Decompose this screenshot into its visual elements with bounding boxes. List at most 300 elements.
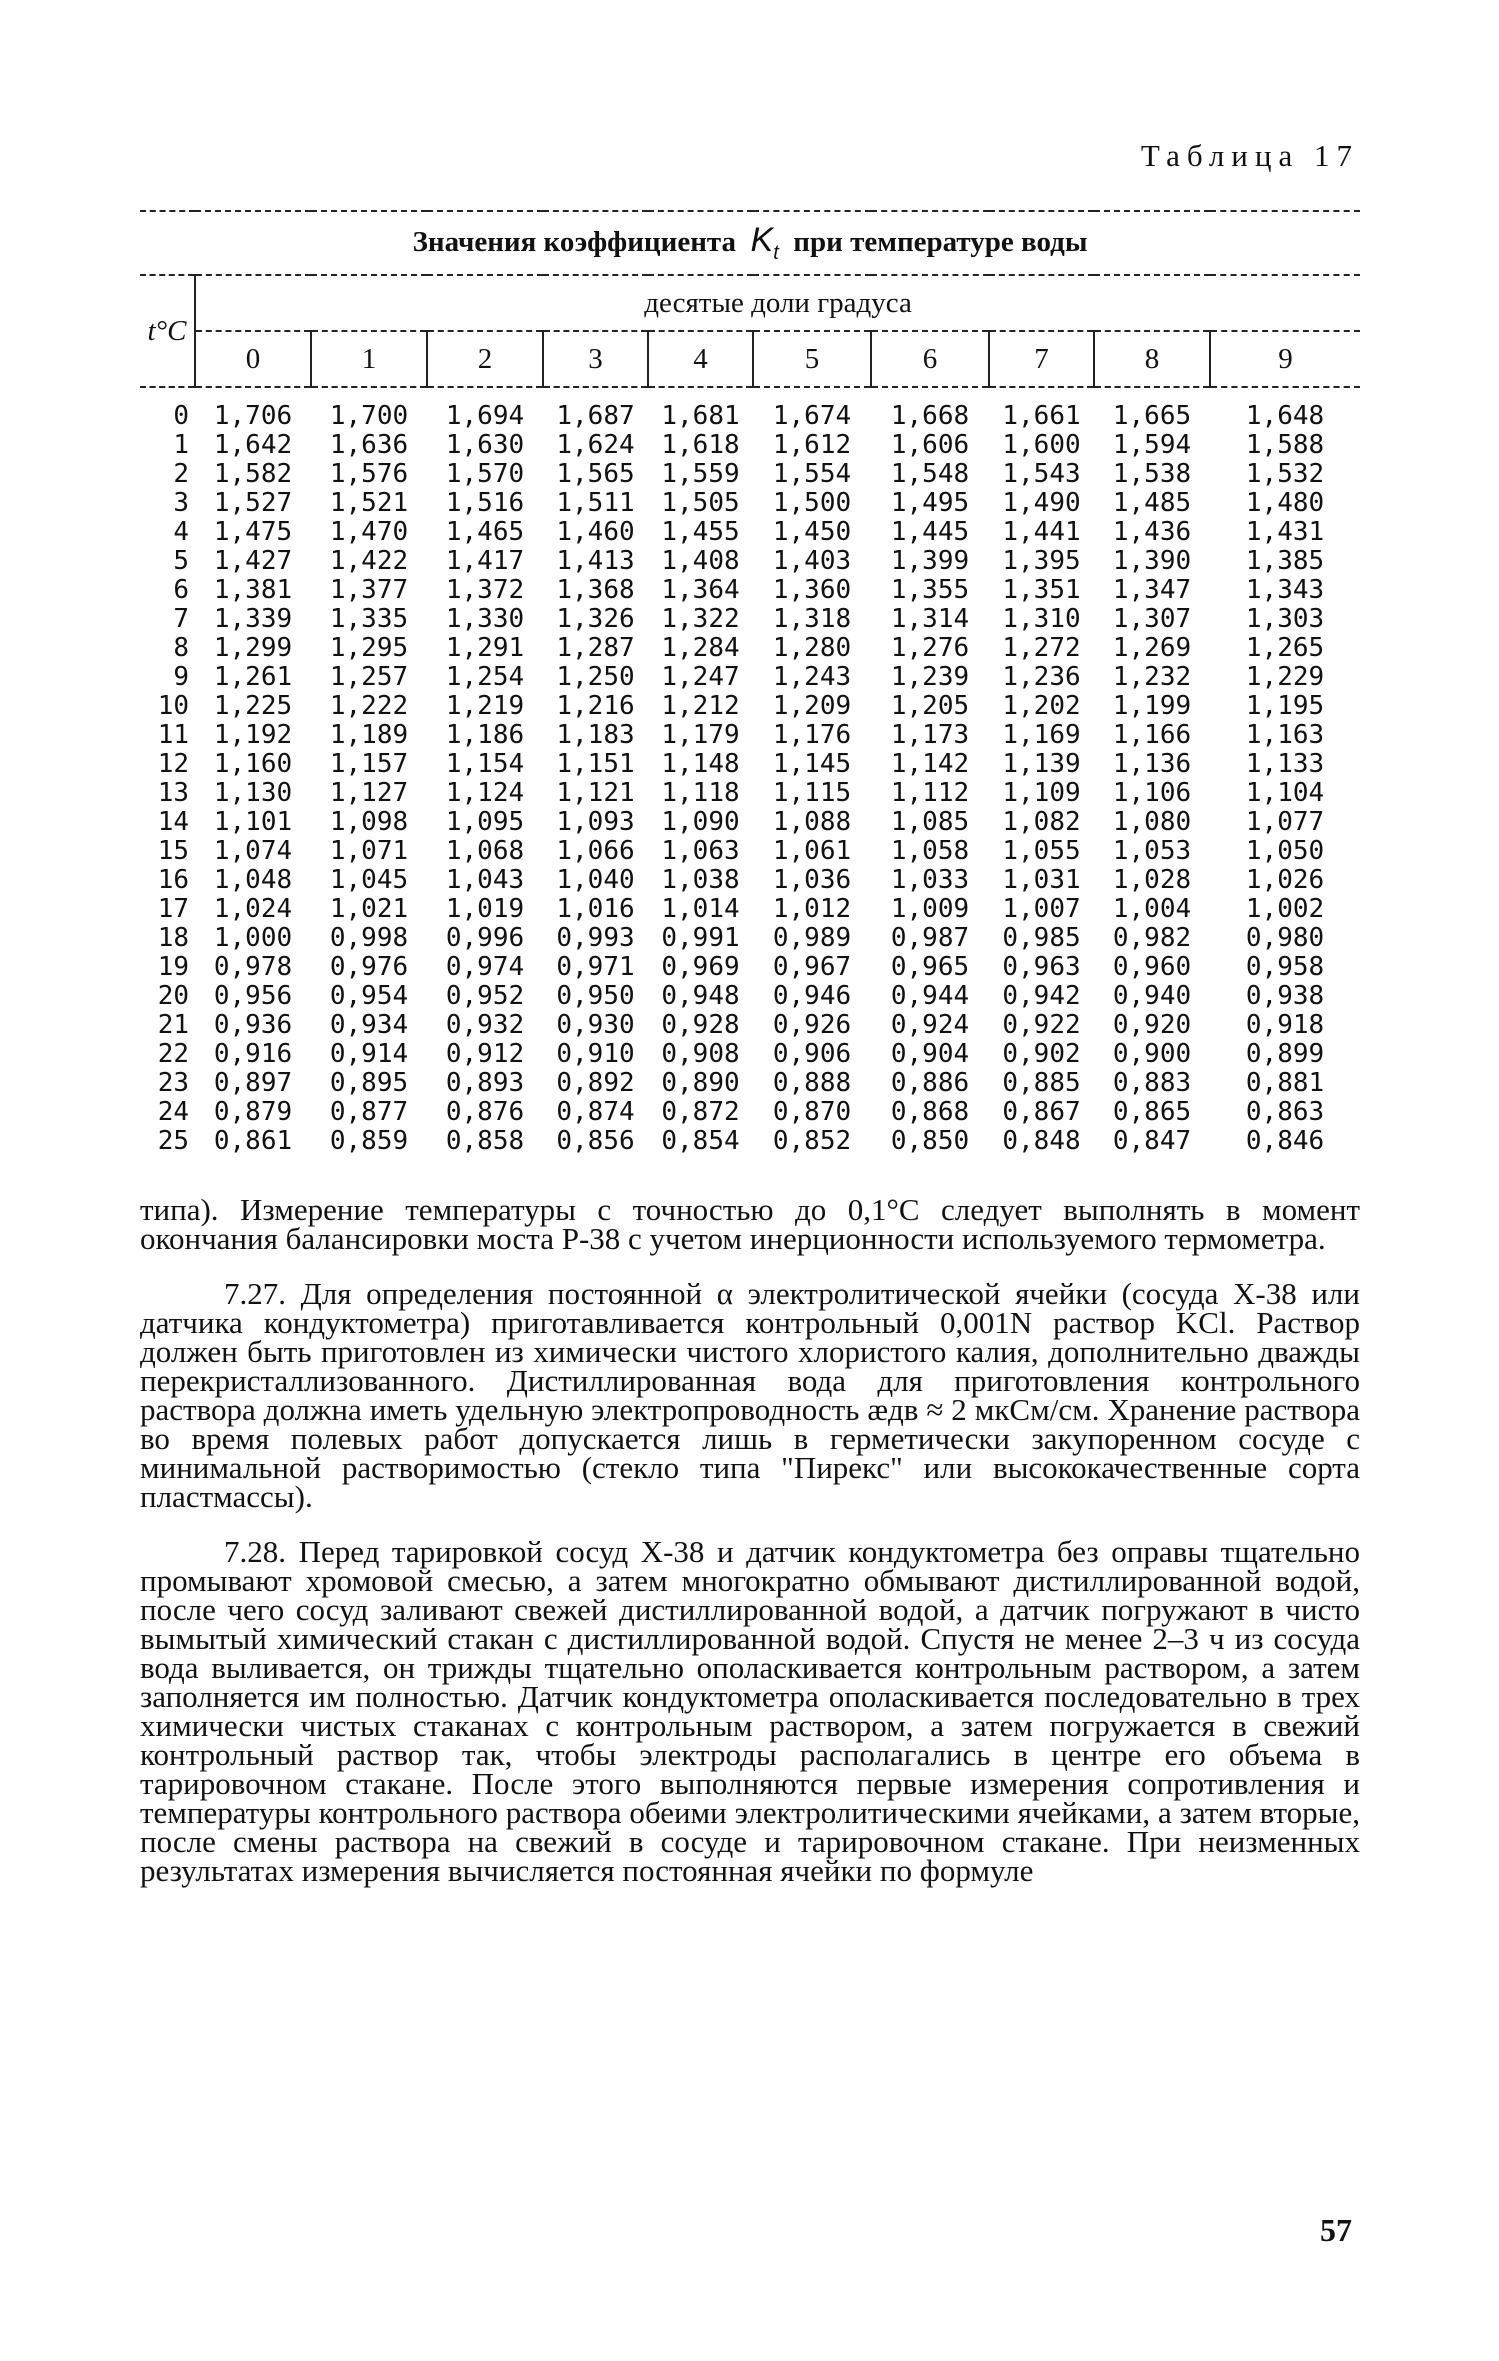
value-cell: 1,272 xyxy=(1002,633,1081,663)
value-cell: 0,944 xyxy=(890,981,970,1011)
table-row xyxy=(140,895,1360,924)
value-cell: 0,846 xyxy=(1245,1126,1325,1156)
temperature-cell: 17 xyxy=(157,894,189,924)
temperature-cell: 0 xyxy=(173,401,189,431)
table-row xyxy=(140,431,1360,460)
value-cell: 1,377 xyxy=(329,575,409,605)
value-cell: 1,269 xyxy=(1112,633,1192,663)
value-cell: 1,364 xyxy=(661,575,740,605)
value-cell: 1,254 xyxy=(445,662,525,692)
value-cell: 1,239 xyxy=(890,662,970,692)
temperature-cell: 4 xyxy=(173,517,189,547)
value-cell: 0,895 xyxy=(329,1068,409,1098)
value-cell: 0,963 xyxy=(1002,952,1081,982)
value-cell: 0,902 xyxy=(1002,1039,1081,1069)
column-header: 8 xyxy=(1094,331,1210,387)
value-cell: 1,012 xyxy=(772,894,852,924)
value-cell: 1,310 xyxy=(1002,604,1081,634)
value-cell: 1,588 xyxy=(1245,430,1325,460)
value-cell: 0,987 xyxy=(890,923,970,953)
page-number: 57 xyxy=(1320,2212,1352,2248)
value-cell: 0,888 xyxy=(772,1068,852,1098)
value-cell: 0,922 xyxy=(1002,1010,1081,1040)
value-cell: 1,385 xyxy=(1245,546,1325,576)
value-cell: 1,055 xyxy=(1002,836,1081,866)
value-cell: 1,053 xyxy=(1112,836,1192,866)
temperature-cell: 7 xyxy=(173,604,189,634)
value-cell: 1,205 xyxy=(890,691,970,721)
value-cell: 1,661 xyxy=(1002,401,1081,431)
value-cell: 1,343 xyxy=(1245,575,1325,605)
value-cell: 1,565 xyxy=(556,459,635,489)
table-row xyxy=(140,663,1360,692)
value-cell: 1,157 xyxy=(329,749,409,779)
value-cell: 1,257 xyxy=(329,662,409,692)
value-cell: 0,956 xyxy=(213,981,293,1011)
table-row xyxy=(140,692,1360,721)
value-cell: 0,872 xyxy=(661,1097,740,1127)
value-cell: 1,104 xyxy=(1245,778,1325,808)
value-cell: 0,870 xyxy=(772,1097,852,1127)
value-cell: 1,036 xyxy=(772,865,852,895)
value-cell: 1,648 xyxy=(1245,401,1325,431)
value-cell: 1,582 xyxy=(213,459,293,489)
value-cell: 0,942 xyxy=(1002,981,1081,1011)
value-cell: 0,952 xyxy=(445,981,525,1011)
coefficient-table-container xyxy=(140,210,1360,1156)
value-cell: 0,893 xyxy=(445,1068,525,1098)
value-cell: 0,858 xyxy=(445,1126,525,1156)
value-cell: 1,145 xyxy=(772,749,852,779)
column-header: 4 xyxy=(648,331,753,387)
value-cell: 1,139 xyxy=(1002,749,1081,779)
value-cell: 1,250 xyxy=(556,662,635,692)
temperature-cell: 1 xyxy=(173,430,189,460)
value-cell: 1,090 xyxy=(661,807,740,837)
value-cell: 1,372 xyxy=(445,575,525,605)
value-cell: 1,465 xyxy=(445,517,525,547)
value-cell: 1,095 xyxy=(445,807,525,837)
value-cell: 1,151 xyxy=(556,749,635,779)
temperature-cell: 3 xyxy=(173,488,189,518)
value-cell: 1,028 xyxy=(1112,865,1192,895)
value-cell: 0,876 xyxy=(445,1097,525,1127)
value-cell: 1,216 xyxy=(556,691,635,721)
value-cell: 1,101 xyxy=(213,807,293,837)
value-cell: 1,098 xyxy=(329,807,409,837)
value-cell: 1,594 xyxy=(1112,430,1192,460)
value-cell: 1,173 xyxy=(890,720,970,750)
value-cell: 1,199 xyxy=(1112,691,1192,721)
value-cell: 0,934 xyxy=(329,1010,409,1040)
value-cell: 0,886 xyxy=(890,1068,970,1098)
coefficient-table xyxy=(140,210,1360,1156)
value-cell: 1,403 xyxy=(772,546,852,576)
value-cell: 0,865 xyxy=(1112,1097,1192,1127)
value-cell: 1,033 xyxy=(890,865,970,895)
value-cell: 1,189 xyxy=(329,720,409,750)
value-cell: 1,130 xyxy=(213,778,293,808)
value-cell: 0,899 xyxy=(1245,1039,1325,1069)
column-header: 6 xyxy=(871,331,989,387)
value-cell: 1,276 xyxy=(890,633,970,663)
value-cell: 1,495 xyxy=(890,488,970,518)
value-cell: 1,074 xyxy=(213,836,293,866)
value-cell: 1,395 xyxy=(1002,546,1081,576)
value-cell: 0,850 xyxy=(890,1126,970,1156)
value-cell: 0,924 xyxy=(890,1010,970,1040)
value-cell: 0,989 xyxy=(772,923,852,953)
value-cell: 0,906 xyxy=(772,1039,852,1069)
value-cell: 1,026 xyxy=(1245,865,1325,895)
value-cell: 1,576 xyxy=(329,459,409,489)
value-cell: 1,455 xyxy=(661,517,740,547)
paragraph-7-27: 7.27. Для определения постоянной α электролитической ячейки (сосуда Х-38 или датчика кондуктометра) приготавливается контрольный 0,001N раствор KCl. Раствор должен быть приготовлен из химически чистого хлористого калия, дополнительно дважды перекристаллизованного. Дистиллированная вода для приготовления контрольного раствора должна иметь удельную электропроводность æдв ≈ 2 мкСм/см. Хранение раствора во время полевых работ допускается лишь в герметически закупоренном сосуде с минимальной растворимостью (стекло типа "Пирекс" или высококачественные сорта пластмассы). xyxy=(140,1276,1360,1514)
value-cell: 1,166 xyxy=(1112,720,1192,750)
value-cell: 1,222 xyxy=(329,691,409,721)
value-cell: 0,883 xyxy=(1112,1068,1192,1098)
value-cell: 1,154 xyxy=(445,749,525,779)
value-cell: 1,559 xyxy=(661,459,740,489)
value-cell: 1,445 xyxy=(890,517,970,547)
value-cell: 0,920 xyxy=(1112,1010,1192,1040)
value-cell: 1,019 xyxy=(445,894,525,924)
value-cell: 1,106 xyxy=(1112,778,1192,808)
value-cell: 1,355 xyxy=(890,575,970,605)
table-row xyxy=(140,750,1360,779)
value-cell: 0,859 xyxy=(329,1126,409,1156)
value-cell: 0,918 xyxy=(1245,1010,1325,1040)
value-cell: 1,186 xyxy=(445,720,525,750)
value-cell: 1,284 xyxy=(661,633,740,663)
table-row xyxy=(140,547,1360,576)
value-cell: 0,852 xyxy=(772,1126,852,1156)
value-cell: 1,066 xyxy=(556,836,635,866)
value-cell: 1,408 xyxy=(661,546,740,576)
value-cell: 1,322 xyxy=(661,604,740,634)
value-cell: 0,960 xyxy=(1112,952,1192,982)
value-cell: 1,124 xyxy=(445,778,525,808)
value-cell: 1,299 xyxy=(213,633,293,663)
value-cell: 1,436 xyxy=(1112,517,1192,547)
value-cell: 1,024 xyxy=(213,894,293,924)
temperature-cell: 11 xyxy=(157,720,189,750)
value-cell: 1,261 xyxy=(213,662,293,692)
value-cell: 1,339 xyxy=(213,604,293,634)
value-cell: 1,500 xyxy=(772,488,852,518)
value-cell: 1,061 xyxy=(772,836,852,866)
value-cell: 1,618 xyxy=(661,430,740,460)
value-cell: 1,000 xyxy=(213,923,293,953)
value-cell: 1,431 xyxy=(1245,517,1325,547)
value-cell: 1,368 xyxy=(556,575,635,605)
value-cell: 0,930 xyxy=(556,1010,635,1040)
value-cell: 0,980 xyxy=(1245,923,1325,953)
value-cell: 0,910 xyxy=(556,1039,635,1069)
value-cell: 1,031 xyxy=(1002,865,1081,895)
value-cell: 1,548 xyxy=(890,459,970,489)
temperature-cell: 21 xyxy=(157,1010,189,1040)
value-cell: 1,630 xyxy=(445,430,525,460)
value-cell: 0,877 xyxy=(329,1097,409,1127)
value-cell: 1,485 xyxy=(1112,488,1192,518)
table-row xyxy=(140,924,1360,953)
value-cell: 1,163 xyxy=(1245,720,1325,750)
value-cell: 0,932 xyxy=(445,1010,525,1040)
value-cell: 1,115 xyxy=(772,778,852,808)
value-cell: 0,928 xyxy=(661,1010,740,1040)
value-cell: 1,021 xyxy=(329,894,409,924)
value-cell: 1,082 xyxy=(1002,807,1081,837)
value-cell: 1,399 xyxy=(890,546,970,576)
body-text xyxy=(140,1192,1360,1911)
column-header: 9 xyxy=(1210,331,1360,387)
table-row xyxy=(140,634,1360,663)
value-cell: 1,169 xyxy=(1002,720,1081,750)
value-cell: 1,243 xyxy=(772,662,852,692)
value-cell: 1,118 xyxy=(661,778,740,808)
value-cell: 1,636 xyxy=(329,430,409,460)
temperature-cell: 19 xyxy=(157,952,189,982)
value-cell: 1,612 xyxy=(772,430,852,460)
value-cell: 1,291 xyxy=(445,633,525,663)
table-row xyxy=(140,721,1360,750)
value-cell: 1,225 xyxy=(213,691,293,721)
value-cell: 0,890 xyxy=(661,1068,740,1098)
column-header: 3 xyxy=(543,331,648,387)
temperature-cell: 18 xyxy=(157,923,189,953)
column-header: 2 xyxy=(427,331,543,387)
table-row xyxy=(140,1127,1360,1156)
table-row xyxy=(140,866,1360,895)
value-cell: 1,475 xyxy=(213,517,293,547)
value-cell: 0,885 xyxy=(1002,1068,1081,1098)
value-cell: 1,330 xyxy=(445,604,525,634)
value-cell: 1,441 xyxy=(1002,517,1081,547)
value-cell: 1,700 xyxy=(329,401,409,431)
value-cell: 0,879 xyxy=(213,1097,293,1127)
value-cell: 1,505 xyxy=(661,488,740,518)
value-cell: 1,265 xyxy=(1245,633,1325,663)
temperature-cell: 5 xyxy=(173,546,189,576)
value-cell: 0,958 xyxy=(1245,952,1325,982)
value-cell: 0,950 xyxy=(556,981,635,1011)
value-cell: 1,351 xyxy=(1002,575,1081,605)
value-cell: 1,179 xyxy=(661,720,740,750)
value-cell: 1,295 xyxy=(329,633,409,663)
table-row xyxy=(140,1069,1360,1098)
value-cell: 1,176 xyxy=(772,720,852,750)
value-cell: 1,314 xyxy=(890,604,970,634)
column-header: 0 xyxy=(195,331,311,387)
value-cell: 0,976 xyxy=(329,952,409,982)
value-cell: 1,040 xyxy=(556,865,635,895)
value-cell: 1,068 xyxy=(445,836,525,866)
value-cell: 0,938 xyxy=(1245,981,1325,1011)
value-cell: 0,912 xyxy=(445,1039,525,1069)
column-header: 1 xyxy=(311,331,427,387)
value-cell: 1,460 xyxy=(556,517,635,547)
value-cell: 1,335 xyxy=(329,604,409,634)
value-cell: 1,109 xyxy=(1002,778,1081,808)
table-row xyxy=(140,489,1360,518)
value-cell: 1,209 xyxy=(772,691,852,721)
value-cell: 0,897 xyxy=(213,1068,293,1098)
value-cell: 1,706 xyxy=(213,401,293,431)
value-cell: 0,996 xyxy=(445,923,525,953)
value-cell: 1,002 xyxy=(1245,894,1325,924)
value-cell: 1,326 xyxy=(556,604,635,634)
value-cell: 1,303 xyxy=(1245,604,1325,634)
value-cell: 1,007 xyxy=(1002,894,1081,924)
value-cell: 1,085 xyxy=(890,807,970,837)
value-cell: 1,014 xyxy=(661,894,740,924)
value-cell: 0,940 xyxy=(1112,981,1192,1011)
value-cell: 1,229 xyxy=(1245,662,1325,692)
value-cell: 0,848 xyxy=(1002,1126,1081,1156)
value-cell: 1,390 xyxy=(1112,546,1192,576)
value-cell: 0,908 xyxy=(661,1039,740,1069)
value-cell: 1,480 xyxy=(1245,488,1325,518)
value-cell: 1,470 xyxy=(329,517,409,547)
value-cell: 1,050 xyxy=(1245,836,1325,866)
value-cell: 1,521 xyxy=(329,488,409,518)
value-cell: 0,881 xyxy=(1245,1068,1325,1098)
value-cell: 0,965 xyxy=(890,952,970,982)
table-row xyxy=(140,460,1360,489)
value-cell: 0,998 xyxy=(329,923,409,953)
table-label: Таблица 17 xyxy=(1140,138,1359,173)
paragraph-continuation: типа). Измерение температуры с точностью до 0,1°С следует выполнять в момент окончания балансировки моста Р-38 с учетом инерционности используемого термометра. xyxy=(140,1192,1360,1256)
temperature-cell: 2 xyxy=(173,459,189,489)
value-cell: 1,236 xyxy=(1002,662,1081,692)
value-cell: 1,665 xyxy=(1112,401,1192,431)
value-cell: 0,854 xyxy=(661,1126,740,1156)
value-cell: 1,554 xyxy=(772,459,852,489)
value-cell: 0,993 xyxy=(556,923,635,953)
value-cell: 0,926 xyxy=(772,1010,852,1040)
value-cell: 1,516 xyxy=(445,488,525,518)
value-cell: 1,600 xyxy=(1002,430,1081,460)
value-cell: 1,538 xyxy=(1112,459,1192,489)
value-cell: 0,867 xyxy=(1002,1097,1081,1127)
value-cell: 0,971 xyxy=(556,952,635,982)
caption-after: при температуре воды xyxy=(793,226,1088,259)
table-row xyxy=(140,576,1360,605)
value-cell: 1,077 xyxy=(1245,807,1325,837)
value-cell: 1,121 xyxy=(556,778,635,808)
value-cell: 0,969 xyxy=(661,952,740,982)
value-cell: 0,868 xyxy=(890,1097,970,1127)
value-cell: 1,148 xyxy=(661,749,740,779)
table-row xyxy=(140,779,1360,808)
value-cell: 0,874 xyxy=(556,1097,635,1127)
value-cell: 0,978 xyxy=(213,952,293,982)
value-cell: 1,318 xyxy=(772,604,852,634)
value-cell: 0,967 xyxy=(772,952,852,982)
temperature-cell: 13 xyxy=(157,778,189,808)
temperature-cell: 12 xyxy=(157,749,189,779)
value-cell: 1,212 xyxy=(661,691,740,721)
value-cell: 1,195 xyxy=(1245,691,1325,721)
value-cell: 0,904 xyxy=(890,1039,970,1069)
value-cell: 1,606 xyxy=(890,430,970,460)
value-cell: 1,112 xyxy=(890,778,970,808)
value-cell: 0,936 xyxy=(213,1010,293,1040)
temperature-cell: 10 xyxy=(157,691,189,721)
temperature-cell: 25 xyxy=(157,1126,189,1156)
value-cell: 1,347 xyxy=(1112,575,1192,605)
tenths-subheader: десятые доли градуса xyxy=(195,275,1360,331)
value-cell: 1,088 xyxy=(772,807,852,837)
coefficient-symbol: $K_t$ xyxy=(750,221,779,264)
value-cell: 1,668 xyxy=(890,401,970,431)
value-cell: 1,681 xyxy=(661,401,740,431)
value-cell: 1,687 xyxy=(556,401,635,431)
column-header-row xyxy=(140,331,1360,387)
table-row xyxy=(140,808,1360,837)
temperature-cell: 15 xyxy=(157,836,189,866)
table-row xyxy=(140,837,1360,866)
value-cell: 0,991 xyxy=(661,923,740,953)
value-cell: 0,916 xyxy=(213,1039,293,1069)
value-cell: 1,511 xyxy=(556,488,635,518)
value-cell: 1,136 xyxy=(1112,749,1192,779)
value-cell: 0,985 xyxy=(1002,923,1081,953)
value-cell: 1,058 xyxy=(890,836,970,866)
temperature-cell: 23 xyxy=(157,1068,189,1098)
value-cell: 1,247 xyxy=(661,662,740,692)
table-caption xyxy=(140,211,1360,275)
value-cell: 1,232 xyxy=(1112,662,1192,692)
value-cell: 0,861 xyxy=(213,1126,293,1156)
value-cell: 1,532 xyxy=(1245,459,1325,489)
value-cell: 1,009 xyxy=(890,894,970,924)
value-cell: 0,892 xyxy=(556,1068,635,1098)
value-cell: 1,043 xyxy=(445,865,525,895)
value-cell: 0,900 xyxy=(1112,1039,1192,1069)
value-cell: 1,093 xyxy=(556,807,635,837)
value-cell: 1,413 xyxy=(556,546,635,576)
value-cell: 1,450 xyxy=(772,517,852,547)
temperature-header: t°C xyxy=(140,275,195,387)
value-cell: 0,974 xyxy=(445,952,525,982)
table-body xyxy=(140,387,1360,1156)
temperature-cell: 8 xyxy=(173,633,189,663)
value-cell: 1,063 xyxy=(661,836,740,866)
caption-before: Значения коэффициента xyxy=(412,226,737,259)
value-cell: 1,183 xyxy=(556,720,635,750)
temperature-cell: 16 xyxy=(157,865,189,895)
value-cell: 1,427 xyxy=(213,546,293,576)
table-row xyxy=(140,953,1360,982)
value-cell: 1,280 xyxy=(772,633,852,663)
temperature-cell: 6 xyxy=(173,575,189,605)
value-cell: 1,160 xyxy=(213,749,293,779)
column-header: 5 xyxy=(753,331,871,387)
value-cell: 1,307 xyxy=(1112,604,1192,634)
value-cell: 1,192 xyxy=(213,720,293,750)
value-cell: 0,954 xyxy=(329,981,409,1011)
value-cell: 1,422 xyxy=(329,546,409,576)
value-cell: 1,038 xyxy=(661,865,740,895)
value-cell: 1,287 xyxy=(556,633,635,663)
paragraph-7-28: 7.28. Перед тарировкой сосуд Х-38 и датчик кондуктометра без оправы тщательно промывают хромовой смесью, а затем многократно обмывают дистиллированной водой, после чего сосуд заливают свежей дистиллированной водой, а датчик погружают в чисто вымытый химический стакан с дистиллированной водой. Спустя не менее 2–3 ч из сосуда вода выливается, он трижды тщательно ополаскивается контрольным раствором, а затем заполняется им полностью. Датчик кондуктометра ополаскивается последовательно в трех химически чистых стаканах с контрольным раствором, а затем погружается в свежий контрольный раствор так, чтобы электроды располагались в центре его объема в тарировочном стакане. После этого выполняются первые измерения сопротивления и температуры контрольного раствора обеими электролитическими ячейками, а затем вторые, после смены раствора на свежий в сосуде и тарировочном стакане. При неизменных результатах измерения вычисляется постоянная ячейки по формуле xyxy=(140,1534,1360,1888)
value-cell: 1,016 xyxy=(556,894,635,924)
value-cell: 1,527 xyxy=(213,488,293,518)
table-row xyxy=(140,605,1360,634)
temperature-cell: 22 xyxy=(157,1039,189,1069)
